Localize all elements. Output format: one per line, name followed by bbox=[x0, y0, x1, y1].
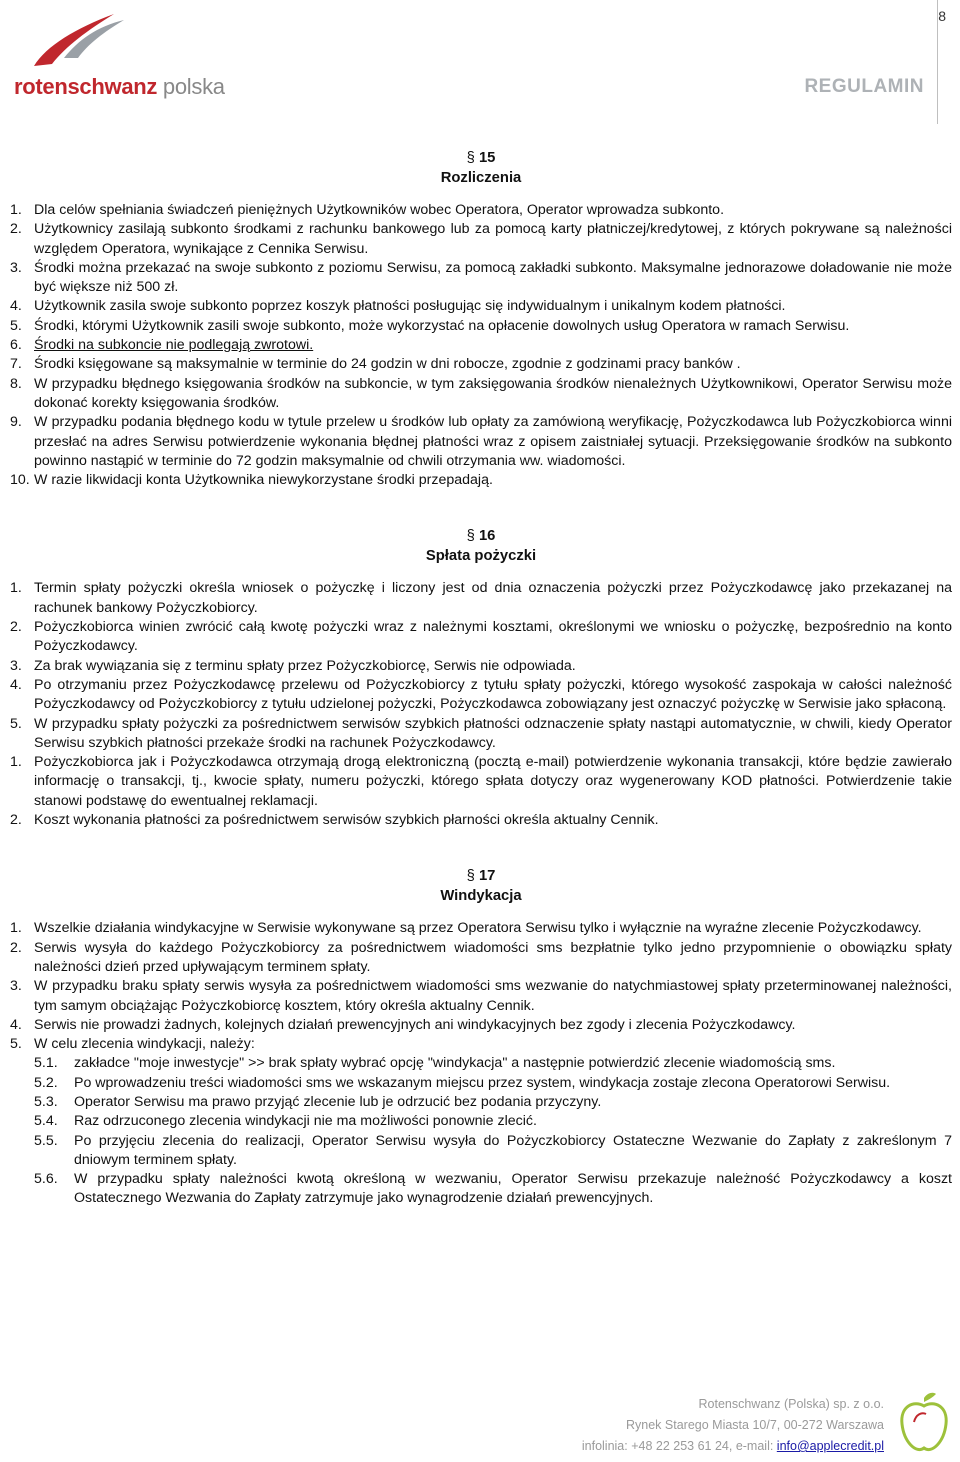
section-17-heading bbox=[10, 866, 952, 906]
header-divider bbox=[937, 0, 938, 124]
list-item: 9. W przypadku podania błędnego kodu w tytule przelew u środków lub opłaty za zamówioną weryfikację, Pożyczkodawca lub Pożyczkobiorca winni przesłać na adres Serwisu potwierdzenie wykonania błędnej płatności wraz z opisem zaistniałej sytuacji. Przeksięgowanie środków na subkonto powinno nastąpić w terminie do 72 godzin maksymalnie od chwili otrzymania ww. wiadomości. bbox=[10, 414, 952, 469]
sub-list-item: 5.4. Raz odrzuconego zlecenia windykacji nie ma możliwości ponownie zlecić. bbox=[34, 1113, 537, 1130]
section-number: § 16 bbox=[10, 526, 952, 546]
footer-address: Rynek Starego Miasta 10/7, 00-272 Warszawa bbox=[626, 1418, 884, 1432]
logo-mark-icon bbox=[6, 6, 216, 76]
sub-list-item: 5.5. Po przyjęciu zlecenia do realizacji, Operator Serwisu wysyła do Pożyczkobiorcy Ostateczne Wezwanie do Zapłaty z zakreślonym 7 dniowym terminem spłaty. bbox=[34, 1132, 952, 1168]
section-title: Spłata pożyczki bbox=[425, 548, 537, 565]
section-15-heading bbox=[10, 148, 952, 188]
list-item: 1. Pożyczkobiorca jak i Pożyczkodawca otrzymają drogą elektroniczną (pocztą e-mail) potwierdzenie wykonania transakcji, które będzie zawierało informację o transakcji, tj., kwocie spłaty, numeru pożyczki, którego spłata dotyczy oraz wygenerowany KOD płatności. Potwierdzenie takie stanowi podstawę do ewentualnej reklamacji. bbox=[10, 754, 952, 809]
list-item: 4. Użytkownik zasila swoje subkonto poprzez koszyk płatności posługując się indywidualnym i unikalnym kodem płatności. bbox=[10, 298, 786, 315]
section-17-list bbox=[10, 919, 952, 1208]
company-logo bbox=[6, 6, 225, 99]
list-item: 4. Po otrzymaniu przez Pożyczkodawcę przelewu od Pożyczkobiorcy z tytułu spłaty pożyczki, którego wysokość zaspokaja w całości należność Pożyczkodawcy od Pożyczkobiorcy z tytułu udzielonej pożyczki, Pożyczkodawca zobowiązany jest oznaczyć pożyczkę w Serwisie jako spłaconą. bbox=[10, 676, 952, 713]
list-item: 8. W przypadku błędnego księgowania środków na subkoncie, w tym zaksięgowania środków nienależnych Użytkownikowi, Operator Serwisu może dokonać korekty księgowania środków. bbox=[10, 375, 952, 411]
document-body bbox=[10, 148, 952, 1209]
apple-logo-icon bbox=[898, 1392, 950, 1458]
list-item: 1. Wszelkie działania windykacyjne w Serwisie wykonywane są przez Operatora Serwisu tylko i wyłącznie na wyraźne zlecenie Pożyczkodawcy. bbox=[10, 920, 922, 937]
list-item: 3. W przypadku braku spłaty serwis wysyła za pośrednictwem wiadomości sms wezwanie do natychmiastowej spłaty przeterminowanej należności, tym samym obciążając Pożyczkobiorcę kosztem, który określa aktualny Cennik. bbox=[10, 978, 952, 1014]
section-title: Rozliczenia bbox=[440, 170, 522, 186]
section-number: § 15 bbox=[10, 148, 952, 168]
list-item: 1. Dla celów spełniania świadczeń pieniężnych Użytkowników wobec Operatora, Operator wprowadza subkonto. bbox=[10, 202, 725, 218]
list-item: 7. Środki księgowane są maksymalnie w terminie do 24 godzin w dni robocze, zgodnie z godzinami pracy banków . bbox=[10, 356, 741, 373]
list-item: 6. Środki na subkoncie nie podlegają zwrotowi. bbox=[10, 337, 314, 354]
list-item: 5. W przypadku spłaty pożyczki za pośrednictwem serwisów szybkich płatności odznaczenie spłaty nastąpi automatycznie, w chwili, kiedy Operator Serwisu szybkich płatności przekaże środki na rachunek Pożyczkodawcy. bbox=[10, 715, 952, 751]
list-item: 5. W celu zlecenia windykacji, należy: 5.1. zakładce "moje inwestycje" >> brak spłaty wybrać opcję "windykacja" a następnie potwierdzić zlecenie wiadomością sms. 5.2. Po wprowadzeniu treści wiadomości sms we wskazanym miejscu przez system, windykacja zostaje zlecona Operatorowi Serwisu. 5.3. Operator Serwisu ma prawo przyjąć zlecenie lub je odrzucić bez podania przyczyny. 5.4. Raz odrzuconego zlecenia windykacji nie ma możliwości ponownie zlecić. 5.5. Po przyjęciu zlecenia do realizacji, Operator Serwisu wysyła do Pożyczkobiorcy Ostateczne Wezwanie do Zapłaty z zakreślonym 7 dniowym terminem spłaty. 5.6. W przypadku spłaty należności kwotą określoną w wezwaniu, Operator Serwisu przekazuje należność Pożyczkodawcy a koszt Ostatecznego Wezwania do Zapłaty zatrzymuje jako wynagrodzenie działań prewencyjnych. bbox=[10, 1035, 952, 1209]
sub-list-item: 5.3. Operator Serwisu ma prawo przyjąć zlecenie lub je odrzucić bez podania przyczyny. bbox=[34, 1093, 602, 1110]
list-item: 2. Koszt wykonania płatności za pośrednictwem serwisów szybkich płarności określa aktualny Cennik. bbox=[10, 812, 659, 829]
sub-list-item: 5.1. zakładce "moje inwestycje" >> brak spłaty wybrać opcję "windykacja" a następnie potwierdzić zlecenie wiadomością sms. bbox=[34, 1055, 836, 1072]
list-item: 1. Termin spłaty pożyczki określa wniosek o pożyczkę i liczony jest od dnia oznaczenia pożyczki przez Pożyczkodawcę jako przekazanej na rachunek bankowy Pożyczkobiorcy. bbox=[10, 580, 952, 616]
footer-contact: infolinia: +48 22 253 61 24, e-mail: info@applecredit.pl bbox=[581, 1439, 884, 1453]
footer-company: Rotenschwanz (Polska) sp. z o.o. bbox=[698, 1397, 884, 1411]
sub-list-item: 5.6. W przypadku spłaty należności kwotą określoną w wezwaniu, Operator Serwisu przekazuje należność Pożyczkodawcy a koszt Ostatecznego Wezwania do Zapłaty zatrzymuje jako wynagrodzenie działań prewencyjnych. bbox=[34, 1171, 952, 1207]
sub-list-item: 5.2. Po wprowadzeniu treści wiadomości sms we wskazanym miejscu przez system, windykacja zostaje zlecona Operatorowi Serwisu. bbox=[34, 1074, 891, 1091]
list-item: 3. Środki można przekazać na swoje subkonto z poziomu Serwisu, za pomocą zakładki subkonto. Maksymalne jednorazowe doładowanie nie może być większe niż 500 zł. bbox=[10, 259, 952, 296]
list-item: 10. W razie likwidacji konta Użytkownika niewykorzystane środki przepadają. bbox=[10, 472, 493, 489]
section-number: § 17 bbox=[10, 866, 952, 886]
page-number: 8 bbox=[938, 8, 946, 24]
list-item: 2. Użytkownicy zasilają subkonto środkami z rachunku bankowego lub za pomocą karty płatniczej/kredytowej, z których pokrywane są należności względem Operatora, wynikające z Cennika Serwisu. bbox=[10, 221, 952, 257]
section-title: Windykacja bbox=[440, 888, 522, 905]
footer-email-link[interactable]: info@applecredit.pl bbox=[776, 1439, 884, 1453]
section-16-list bbox=[10, 579, 952, 830]
section-16-heading bbox=[10, 526, 952, 566]
list-item: 5. Środki, którymi Użytkownik zasili swoje subkonto, może wykorzystać na opłacenie dowolnych usług Operatora w ramach Serwisu. bbox=[10, 317, 850, 334]
document-title: REGULAMIN bbox=[804, 76, 924, 97]
list-item: 2. Serwis wysyła do każdego Pożyczkobiorcy za pośrednictwem wiadomości sms bezpłatnie tylko jedno przypomnienie o obowiązku spłaty należności dzień przed upływającym terminem spłaty. bbox=[10, 939, 952, 975]
logo-text: rotenschwanz polska bbox=[14, 74, 225, 99]
list-item: 4. Serwis nie prowadzi żadnych, kolejnych działań prewencyjnych ani windykacyjnych bez zgody i zlecenia Pożyczkodawcy. bbox=[10, 1016, 796, 1033]
sub-list bbox=[34, 1054, 952, 1208]
section-15-list bbox=[10, 201, 952, 490]
list-item: 2. Pożyczkobiorca winien zwrócić całą kwotę pożyczki wraz z należnymi kosztami, określonymi we wniosku o pożyczkę, bezpośrednio na konto Pożyczkodawcy. bbox=[10, 619, 952, 655]
list-item: 3. Za brak wywiązania się z terminu spłaty przez Pożyczkobiorcę, Serwis nie odpowiada. bbox=[10, 657, 576, 674]
page-footer bbox=[582, 1394, 884, 1457]
